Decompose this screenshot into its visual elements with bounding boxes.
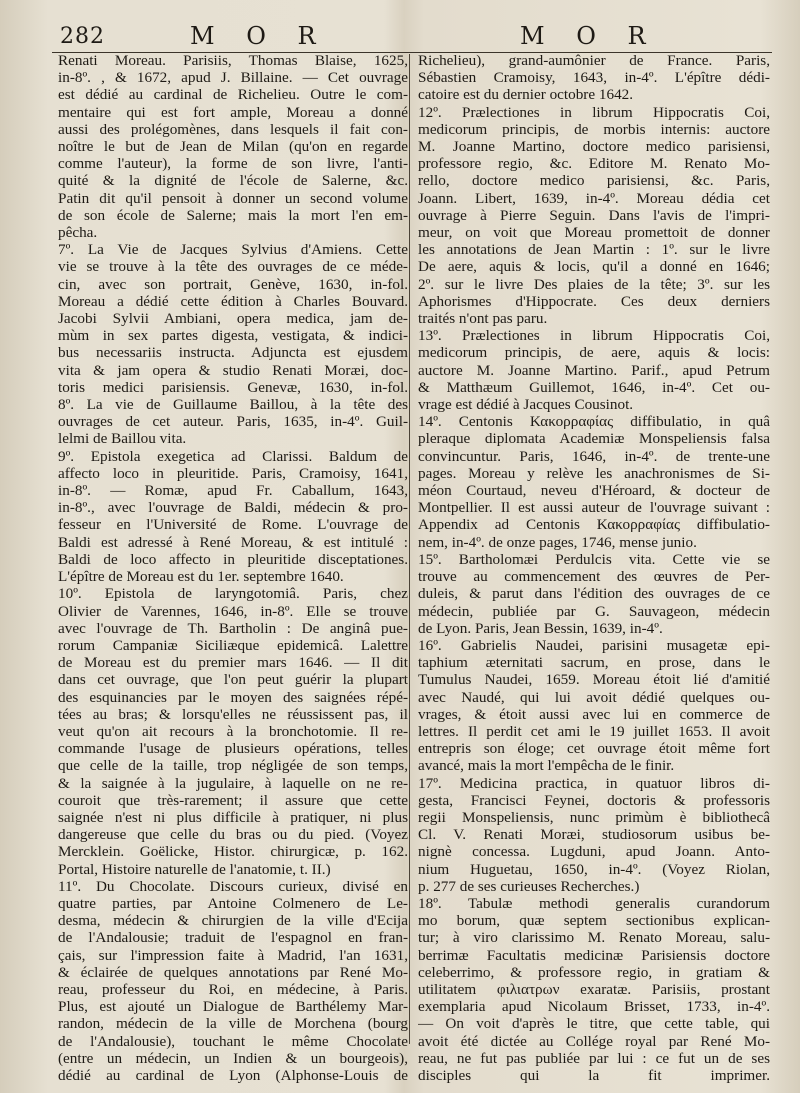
text-line: de Lyon. Paris, Jean Bessin, 1639, in-4º.	[418, 619, 663, 637]
text-line: rorum Campaniæ Siciliæque epidemicâ. Lalettre	[58, 636, 408, 654]
text-line: noître le but de Jean de Milan (qu'on en regarde	[58, 138, 408, 156]
text-line: 17º. Medicina practica, in quatuor libros di-	[418, 774, 770, 792]
text-line: de l'Andalousie), touchant le même Chocolate	[58, 1032, 408, 1050]
text-line: taphium æternitati sacrum, en prose, dans le	[418, 654, 770, 672]
text-line: cin, avec son portrait, Genève, 1630, in-fol.	[58, 275, 408, 293]
text-line: de l'Andalousie; traduit de l'espagnol en fran-	[58, 929, 408, 947]
text-line: 12º. Prælectiones in librum Hippocratis Coi,	[418, 103, 770, 121]
text-line: Plus, est ajouté un Dialogue de Barthélemy Mar-	[58, 998, 408, 1016]
text-line: mùm in sex partes digesta, vestigata, & indici-	[58, 327, 408, 345]
text-line: comme l'auteur), la forme de son livre, l'anti-	[58, 155, 408, 173]
text-line: Joann. Libert, 1639, in-4º. Moreau dédia cet	[418, 189, 770, 207]
text-line: trouve au commencement des œuvres de Per-	[418, 568, 770, 586]
text-line: — On voit d'après le titre, que cette table, qui	[418, 1015, 770, 1033]
text-line: 10º. Epistola de laryngotomiâ. Paris, chez	[58, 585, 408, 603]
text-line: tées au bras; & lorsqu'elles ne réussissent pas, il	[58, 705, 408, 723]
text-line: celeberrimo, & professore regio, in gratiam &	[418, 963, 770, 981]
text-line: de Moreau est du premier mars 1646. — Il dit	[58, 654, 408, 672]
text-line: De aere, aquis & locis, qu'il a donné en 1646;	[418, 258, 770, 276]
text-line: Richelieu), grand-aumônier de France. Paris,	[418, 52, 770, 69]
text-line: affecto loco in pleuritide. Paris, Cramoisy, 1641,	[58, 464, 408, 482]
text-line: meur, on voit que Moreau promettoit de donner	[418, 224, 770, 242]
text-line: Baldi est adressé à René Moreau, & est intitulé :	[58, 533, 408, 551]
text-line: toris medici parisiensis. Genevæ, 1630, in-fol.	[58, 378, 408, 396]
text-line: convincuntur. Paris, 1646, in-4º. de trente-une	[418, 447, 770, 465]
text-line: vrage est dédié à Jacques Cousinot.	[418, 396, 634, 414]
text-line: in-8º. — Romæ, apud Fr. Caballum, 1643,	[58, 482, 408, 500]
text-line: lettres. Il perdit cet ami le 19 juillet 1653. Il avoit	[418, 722, 770, 740]
text-line: disciples qui la fit imprimer.	[418, 1066, 770, 1084]
text-line: lelmi de Baillou vita.	[58, 430, 187, 448]
text-line: in-8º. , & 1672, apud J. Billaine. — Cet ouvrage	[58, 69, 408, 87]
text-line: medicorum principis, de morbis internis: auctore	[418, 120, 770, 138]
text-line: medicorum principis, de aere, aquis & locis:	[418, 344, 770, 362]
text-line: veut qu'on ait recours à la bronchotomie. Il re-	[58, 722, 408, 740]
text-line: regii Monspeliensis, nunc primùm è bibliothecâ	[418, 808, 770, 826]
text-line: 2º. sur le livre Des plaies de la tête; 3º. sur les	[418, 275, 770, 293]
text-line: 7º. La Vie de Jacques Sylvius d'Amiens. Cette	[58, 241, 408, 259]
text-line: tur; à viro clarissimo M. Renato Moreau, salu-	[418, 929, 770, 947]
text-line: Olivier de Varennes, 1646, in-8º. Elle se trouve	[58, 602, 408, 620]
text-line: catoire est du dernier octobre 1642.	[418, 86, 634, 104]
text-line: est dédié au cardinal de Richelieu. Outre le com-	[58, 86, 408, 104]
text-line: vrages, & étoit aussi avec lui en commerce de	[418, 705, 770, 723]
text-line: aussi des prolégomènes, dans lesquels il fait con-	[58, 120, 408, 138]
text-line: nium Huguetau, 1650, in-4º. (Voyez Riolan,	[418, 860, 770, 878]
text-line: 16º. Gabrielis Naudei, parisini musagetæ epi-	[418, 636, 770, 654]
text-line: çais, sur l'impression faite à Madrid, l'an 1631,	[58, 946, 408, 964]
text-line: Renati Moreau. Parisiis, Thomas Blaise, 1625,	[58, 52, 408, 69]
text-line: gesta, Francisci Feynei, doctoris & professoris	[418, 791, 770, 809]
text-line: les annotations de Jean Martin : 1º. sur le livre	[418, 241, 770, 259]
text-line: Sébastien Cramoisy, 1643, in-4º. L'épître dédi-	[418, 69, 770, 87]
text-line: Portal, Histoire naturelle de l'anatomie, t. II.)	[58, 860, 331, 878]
text-line: nem, in-4º. de onze pages, 1746, mense junio.	[418, 533, 697, 551]
text-line: Aphorismes d'Hippocrate. Ces deux derniers	[418, 292, 770, 310]
text-line: avec Naudé, qui lui avoit dédié quelques ou-	[418, 688, 770, 706]
left-column	[58, 52, 408, 1084]
text-line: ouvrage à Pierre Seguin. Dans l'avis de l'impri-	[418, 206, 770, 224]
text-line: vita & jam opera & studio Renati Moræi, doc-	[58, 361, 408, 379]
text-line: Appendix ad Centonis Κακορραφίας diffibulatio-	[418, 516, 770, 534]
text-line: nignè concessa. Lugduni, apud Joann. Anto-	[418, 843, 770, 861]
text-line: de son école de Salerne; mais la mort l'en em-	[58, 206, 408, 224]
text-line: dans cet ouvrage, que l'on peut guérir la plupart	[58, 671, 408, 689]
text-line: quité & la dignité de l'école de Salerne, &c.	[58, 172, 408, 190]
text-line: Montpellier. Il est aussi auteur de l'ouvrage suivant :	[418, 499, 770, 517]
text-line: saignée n'est ni plus difficile à pratiquer, ni plus	[58, 808, 408, 826]
text-line: vie se trouve à la tête des ouvrages de ce méde-	[58, 258, 408, 276]
text-line: 9º. Epistola exegetica ad Clarissi. Baldum de	[58, 447, 408, 465]
text-line: 14º. Centonis Κακορραφίας diffibulatio, in quâ	[418, 413, 770, 431]
text-line: dédié au cardinal de Lyon (Alphonse-Louis de	[58, 1066, 408, 1084]
text-line: que celle de la taille, trop négligée de son temps,	[58, 757, 408, 775]
text-line: berrimæ Facultatis medicinæ Parisiensis doctore	[418, 946, 770, 964]
text-line: & éclairée de quelques annotations par René Mo-	[58, 963, 408, 981]
text-line: randon, médecin de la ville de Morchena (bourg	[58, 1015, 408, 1033]
text-line: pêcha.	[58, 224, 98, 242]
text-line: 18º. Tabulæ methodi generalis curandorum	[418, 894, 770, 912]
text-line: (entre un médecin, un Indien & un bourgeois),	[58, 1049, 408, 1067]
text-line: desma, médecin & chirurgien de la ville d'Ecija	[58, 912, 408, 930]
text-line: fesseur en l'Université de Rome. L'ouvrage de	[58, 516, 408, 534]
text-line: avancé, mais la mort l'empêcha de le finir.	[418, 757, 675, 775]
text-line: médecin, publiée par G. Sauvageon, médecin	[418, 602, 770, 620]
text-line: reau, professeur du Roi, en médecine, à Paris.	[58, 980, 408, 998]
text-line: 13º. Prælectiones in librum Hippocratis Coi,	[418, 327, 770, 345]
text-line: M. Joanne Martino, doctore medico parisiensi,	[418, 138, 770, 156]
text-line: 15º. Bartholomæi Perdulcis vita. Cette vie se	[418, 550, 770, 568]
text-line: in-8º., avec l'ouvrage de Baldi, médecin & pro-	[58, 499, 408, 517]
text-line: utilitatem φιλιατρων exaratæ. Parisiis, prostant	[418, 980, 770, 998]
text-line: méon Courtaud, neveu d'Héroard, & docteur de	[418, 482, 770, 500]
text-line: professore regio, &c. Editore M. Renato Mo-	[418, 155, 770, 173]
text-line: auctore M. Joanne Martino. Parif., apud Petrum	[418, 361, 770, 379]
text-line: Mercklein. Goëlicke, Histor. chirurgicæ, p. 162.	[58, 843, 408, 861]
text-line: reau, ne fut pas publiée par lui : ce fut un de ses	[418, 1049, 770, 1067]
text-line: ouvrages de cet auteur. Paris, 1635, in-4º. Guil-	[58, 413, 408, 431]
text-line: L'épître de Moreau est du 1er. septembre 1640.	[58, 568, 344, 586]
text-line: & la saignée à la jugulaire, à laquelle on ne re-	[58, 774, 408, 792]
text-line: Patin dit qu'il pensoit à donner un second volume	[58, 189, 408, 207]
text-line: commande l'usage de plusieurs opérations, telles	[58, 740, 408, 758]
text-line: Moreau a dédié cette édition à Charles Bouvard.	[58, 292, 408, 310]
text-line: dangereuse que celle du bras ou du pied. (Voyez	[58, 826, 408, 844]
text-line: Tumulus Naudei, 1659. Moreau étoit lié d'amitié	[418, 671, 770, 689]
text-line: p. 277 de ses curieuses Recherches.)	[418, 877, 640, 895]
text-line: mentaire qui est fort ample, Moreau a donné	[58, 103, 408, 121]
text-line: Baldi de loco affecto in pleuritide disceptationes.	[58, 550, 408, 568]
text-line: avoit été dictée au Collége royal par René Mo-	[418, 1032, 770, 1050]
text-line: couroit que très-rarement; il assure que cette	[58, 791, 408, 809]
running-head-left: M O R	[190, 22, 328, 50]
page-number: 282	[60, 24, 105, 49]
text-line: quatre parties, par Antoine Colmenero de Le-	[58, 894, 408, 912]
text-line: rello, doctore medico parisiensi, &c. Paris,	[418, 172, 770, 190]
text-line: duleis, & parut dans l'édition des ouvrages de ce	[418, 585, 770, 603]
text-line: entrepris son éloge; cet ouvrage étoit même fort	[418, 740, 770, 758]
text-line: Cl. V. Renati Moræi, studiosorum usibus be-	[418, 826, 770, 844]
text-line: avec l'ouvrage de Th. Bartholin : De anginâ pue-	[58, 619, 408, 637]
text-line: mo borum, quæ septem sectionibus explican-	[418, 912, 770, 930]
text-line: & Matthæum Guillemot, 1646, in-4º. Cet ou-	[418, 378, 770, 396]
right-column	[418, 52, 770, 1084]
text-line: Jacobi Sylvii Ambiani, opera medica, jam de-	[58, 310, 408, 328]
text-line: traités n'ont pas paru.	[418, 310, 548, 328]
text-line: pleraque diplomata Academiæ Monspeliensis falsa	[418, 430, 770, 448]
text-line: exemplaria apud Nicolaum Brisset, 1733, in-4º.	[418, 998, 770, 1016]
text-line: pages. Moreau y relève les anachronismes de Si-	[418, 464, 770, 482]
text-line: 11º. Du Chocolate. Discours curieux, divisé en	[58, 877, 408, 895]
text-line: bus necessariis instructa. Adjuncta est ejusdem	[58, 344, 408, 362]
text-line: des esquinancies par le moyen des saignées répé-	[58, 688, 408, 706]
text-line: 8º. La vie de Guillaume Baillou, à la tête des	[58, 396, 408, 414]
column-divider	[409, 54, 410, 1044]
running-head-right: M O R	[520, 22, 658, 50]
